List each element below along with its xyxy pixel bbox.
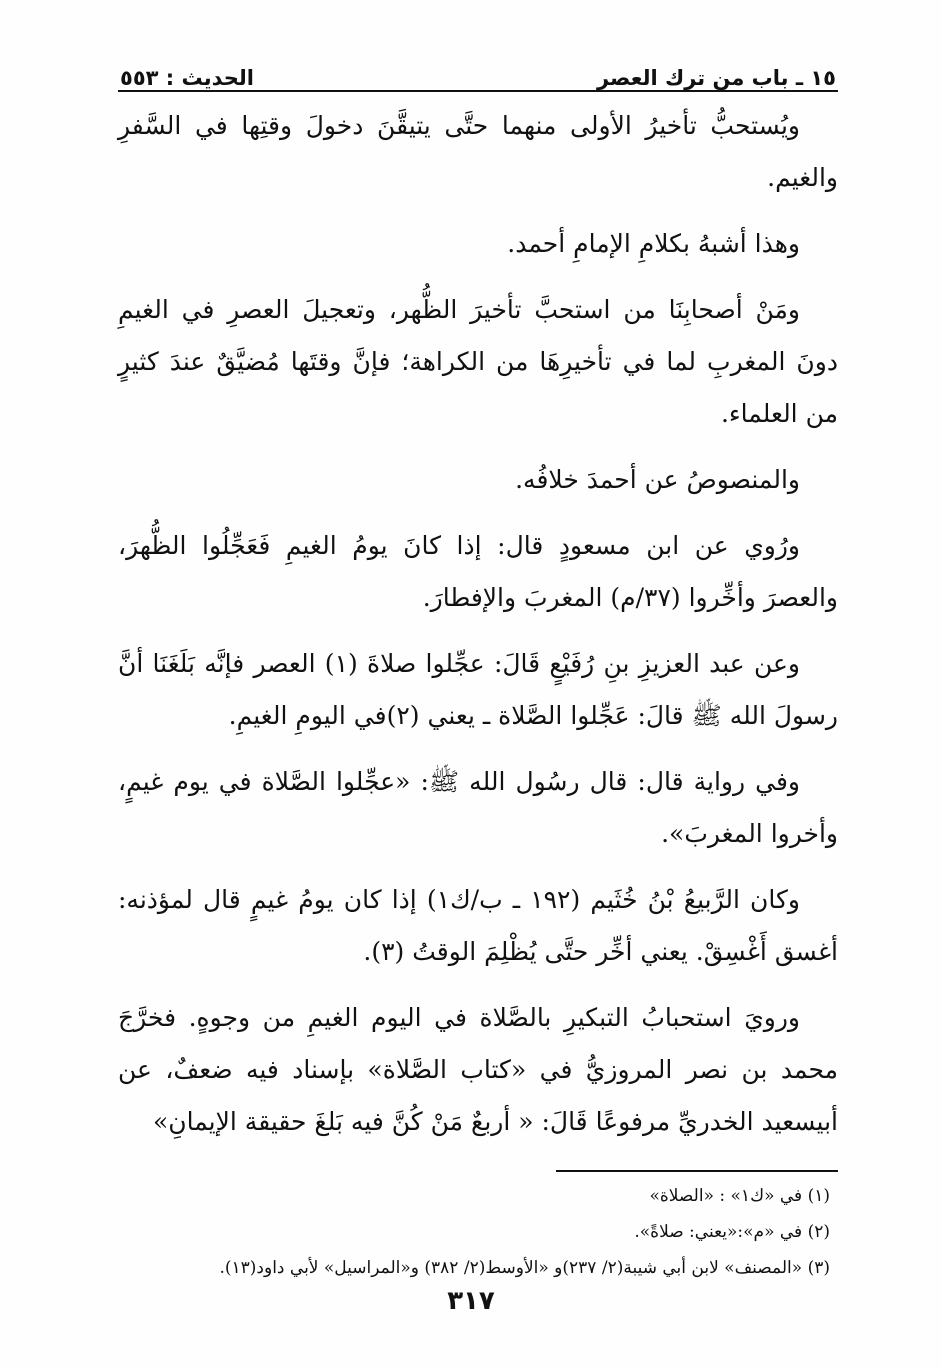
page [118,58,838,1286]
footnote: (٢) في «م»:«يعني: صلاةً». [634,1222,830,1242]
footnotes [118,1178,838,1286]
paragraph: والمنصوصُ عن أحمدَ خلافُه. [515,465,800,494]
footnote: (٣) «المصنف» لابن أبي شيبة(٢/ ٢٣٧)و «الأوسط(٢/ ٣٨٢) و«المراسيل» لأبي داود(١٣). [219,1258,830,1278]
paragraph: ويُستحبُّ تأخيرُ الأولى منهما حتَّى يتيقَّنَ دخولَ وقتِها في السَّفرِ والغيم. [118,111,838,192]
page-number: ٣١٧ [447,1286,495,1316]
paragraph: وهذا أشبهُ بكلامِ الإمامِ أحمد. [507,229,800,258]
chapter-title: ١٥ ـ باب من ترك العصر [596,66,836,90]
footnote: (١) في «ك١» : «الصلاة» [649,1186,830,1206]
main-text [118,100,838,1148]
paragraph: ومَنْ أصحابِنَا من استحبَّ تأخيرَ الظُّهر، وتعجيلَ العصرِ في الغيمِ دونَ المغربِ لما في تأخيرِهَا من الكراهة؛ فإنَّ وقتَها مُضيَّقٌ عندَ كثيرٍ من العلماء. [118,295,838,428]
hadith-number: الحديث : ٥٥٣ [120,66,254,90]
paragraph: وفي رواية قال: قال رسُول الله ﷺ: «عجِّلوا الصَّلاة في يوم غيمٍ، وأخروا المغربَ». [118,767,838,848]
running-header [118,58,838,92]
paragraph: وكان الرَّبيعُ بْنُ خُثَيم (١٩٢ ـ ب/ك١) إذا كان يومُ غيمٍ قال لمؤذنه: أغسق أَغْسِقْ. يعني أخِّر حتَّى يُظْلِمَ الوقتُ (٣). [118,885,838,966]
footnote-divider [556,1170,838,1172]
paragraph: ورويَ استحبابُ التبكيرِ بالصَّلاة في اليوم الغيمِ من وجوهٍ. فخرَّجَ محمد بن نصر المروزيُّ في «كتاب الصَّلاة» بإسناد فيه ضعفٌ، عن أبيسعيد الخدريِّ مرفوعًا قَالَ: « أربعٌ مَنْ كُنَّ فيه بَلغَ حقيقة الإيمانِ» [118,1003,838,1136]
paragraph: وعن عبد العزيزِ بنِ رُفَيْعٍ قَالَ: عجِّلوا صلاةَ (١) العصر فإنَّه بَلَغَنَا أنَّ رسولَ الله ﷺ قالَ: عَجِّلوا الصَّلاة ـ يعني (٢)في اليومِ الغيمِ. [118,649,838,730]
paragraph: ورُوي عن ابن مسعودٍ قال: إذا كانَ يومُ الغيمِ فَعَجِّلُوا الظُّهرَ، والعصرَ وأخِّروا (٣٧/م) المغربَ والإفطارَ. [118,531,838,612]
